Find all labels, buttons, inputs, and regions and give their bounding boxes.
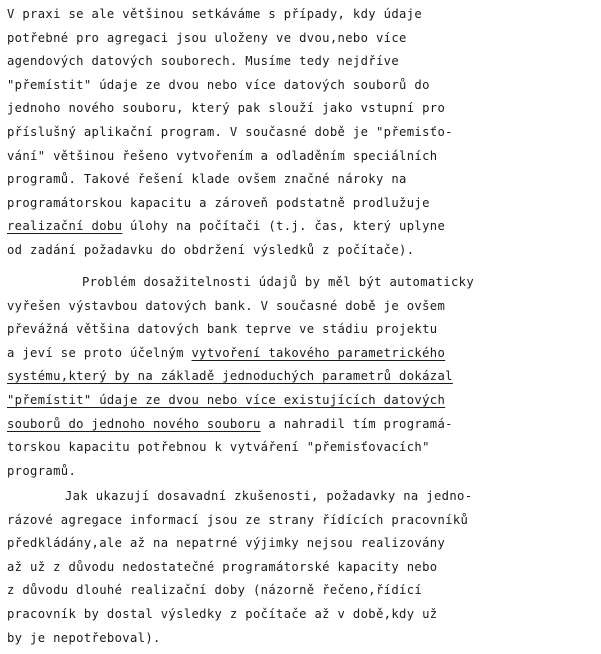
text-line (7, 342, 474, 366)
text-segment: převážná většina datových bank teprve ve stádiu projektu (7, 322, 438, 337)
text-segment: agendových datových souborech. Musíme tedy nejdříve (7, 54, 400, 69)
text-segment: od zadání požadavku do obdržení výsledků z počítače). (7, 242, 415, 257)
text-segment: Jak ukazují dosavadní zkušenosti, požadavky na jedno- (65, 489, 473, 503)
underlined-text: realizační dobu (7, 219, 123, 234)
text-segment: "přemístit" údaje ze dvou nebo více datových souborů do (7, 77, 430, 92)
text-line (7, 3, 453, 27)
text-line (7, 145, 453, 169)
text-segment: pracovník by dostal výsledky z počítače až v době,kdy už (7, 606, 438, 621)
text-segment: a nahradil tím programá- (260, 416, 453, 431)
text-segment: rázové agregace informací jsou ze strany řídících pracovníků (7, 512, 469, 527)
underlined-text: systému,který by na základě jednoduchých parametrů dokázal (7, 369, 453, 384)
text-segment: potřebné pro agregaci jsou uloženy ve dvou,nebo více (7, 30, 407, 45)
text-segment: až už z důvodu nedostatečné programátorské kapacity nebo (7, 559, 438, 574)
text-line (7, 271, 474, 295)
text-line (7, 485, 472, 509)
text-segment: programů. (7, 463, 77, 478)
text-line (7, 603, 472, 627)
text-line (7, 74, 453, 98)
text-line (7, 192, 453, 216)
text-segment: z důvodu dlouhé realizační doby (názorně řečeno,řídící (7, 583, 423, 598)
text-line (7, 215, 453, 239)
text-segment: programátorskou kapacitu a zároveň podstatně prodlužuje (7, 195, 430, 210)
text-line (7, 318, 474, 342)
underlined-text: "přemístit" údaje ze dvou nebo více existujících datových (7, 392, 446, 407)
text-line (7, 295, 474, 319)
text-line (7, 436, 474, 460)
text-line (7, 509, 472, 533)
text-line (7, 556, 472, 580)
text-line (7, 389, 474, 413)
text-segment: jednoho nového souboru, který pak slouží jako vstupní pro (7, 101, 446, 116)
text-segment: příslušný aplikační program. V současné době je "přemisťo- (7, 124, 453, 139)
text-line (7, 97, 453, 121)
text-segment: V praxi se ale většinou setkáváme s případy, kdy údaje (7, 7, 423, 21)
text-segment: úlohy na počítači (t.j. čas, který uplyne (122, 219, 446, 234)
text-segment: vání" většinou řešeno vytvořením a odladěním speciálních (7, 148, 438, 163)
text-line (7, 579, 472, 603)
text-segment: Problém dosažitelnosti údajů by měl být automaticky (82, 275, 475, 289)
text-segment: předkládány,ale až na nepatrné výjimky nejsou realizovány (7, 536, 446, 551)
text-line (7, 27, 453, 51)
paragraph-3 (7, 485, 472, 650)
text-line (7, 532, 472, 556)
paragraph-2 (7, 271, 474, 483)
text-line (7, 50, 453, 74)
text-line (7, 627, 472, 651)
text-line (7, 365, 474, 389)
text-segment: programů. Takové řešení klade ovšem značné nároky na (7, 172, 407, 187)
text-segment: by je nepotřeboval). (7, 630, 161, 645)
underlined-text: vytvoření takového parametrického (191, 345, 446, 360)
text-line (7, 239, 453, 263)
text-line (7, 413, 474, 437)
underlined-text: souborů do jednoho nového souboru (7, 416, 261, 431)
text-line (7, 168, 453, 192)
text-segment: a jeví se proto účelným (7, 345, 192, 360)
text-line (7, 460, 474, 484)
text-segment: vyřešen výstavbou datových bank. V současné době je ovšem (7, 298, 446, 313)
text-line (7, 121, 453, 145)
paragraph-1 (7, 3, 453, 263)
text-segment: torskou kapacitu potřebnou k vytváření "přemisťovacích" (7, 440, 430, 455)
